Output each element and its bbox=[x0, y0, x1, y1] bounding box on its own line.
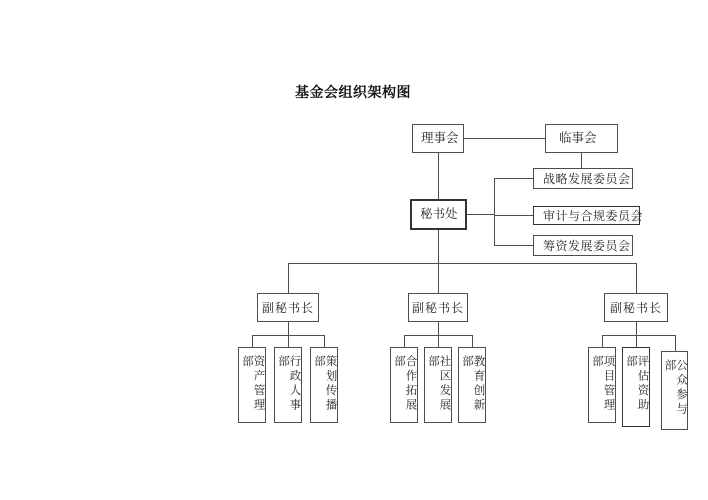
connector-secretariat-spine bbox=[467, 214, 494, 215]
connector-secretariat-down bbox=[438, 230, 439, 263]
node-committee-strategy: 战略发展委员会 bbox=[533, 168, 633, 189]
dept-label: 教育创新部 bbox=[461, 355, 485, 413]
connector-group3-rail bbox=[602, 335, 675, 336]
dept-label: 项目管理部 bbox=[591, 355, 615, 413]
node-dept-planning-communication bbox=[310, 347, 338, 423]
connector-committee-spine bbox=[494, 178, 495, 246]
node-deputy-secretary-2: 副秘书长 bbox=[408, 293, 468, 322]
connector-stub-committee-3 bbox=[494, 245, 533, 246]
node-dept-evaluation-grants bbox=[622, 347, 650, 427]
node-dept-asset-management bbox=[238, 347, 266, 423]
connector-group2-stub-3 bbox=[472, 335, 473, 347]
connector-group2-rail bbox=[404, 335, 472, 336]
connector-board-supervisory bbox=[464, 138, 545, 139]
connector-drop-deputy-1 bbox=[288, 263, 289, 293]
connector-group1-stub-3 bbox=[324, 335, 325, 347]
connector-stub-committee-2 bbox=[494, 215, 533, 216]
dept-label: 行政人事部 bbox=[277, 355, 301, 413]
node-committee-fundraising: 筹资发展委员会 bbox=[533, 235, 633, 256]
connector-group1-rail bbox=[252, 335, 324, 336]
dept-label: 社区发展部 bbox=[427, 355, 451, 413]
node-dept-education-innovation bbox=[458, 347, 486, 423]
connector-group2-stub-1 bbox=[404, 335, 405, 347]
dept-label: 资产管理部 bbox=[241, 355, 265, 413]
node-deputy-secretary-1: 副秘书长 bbox=[257, 293, 319, 322]
dept-label: 策划传播部 bbox=[313, 355, 337, 413]
dept-label: 评估资助部 bbox=[625, 355, 649, 413]
chart-title: 基金会组织架构图 bbox=[295, 84, 411, 100]
node-committee-audit-compliance: 审计与合规委员会 bbox=[533, 206, 640, 225]
dept-label: 公众参与部 bbox=[663, 359, 687, 417]
connector-group1-stub-1 bbox=[252, 335, 253, 347]
node-dept-project-management bbox=[588, 347, 616, 423]
connector-group3-stub-3 bbox=[675, 335, 676, 351]
node-deputy-secretary-3: 副秘书长 bbox=[604, 293, 668, 322]
node-supervisory-board: 临事会 bbox=[545, 124, 618, 153]
connector-group3-stub-1 bbox=[602, 335, 603, 347]
connector-stub-committee-1 bbox=[494, 178, 533, 179]
node-dept-community-development bbox=[424, 347, 452, 423]
node-dept-admin-hr bbox=[274, 347, 302, 423]
dept-label: 合作拓展部 bbox=[393, 355, 417, 413]
connector-board-secretariat bbox=[438, 153, 439, 199]
connector-supervisory-committee bbox=[581, 153, 582, 168]
node-secretariat: 秘书处 bbox=[410, 199, 467, 230]
connector-drop-deputy-3 bbox=[636, 263, 637, 293]
node-dept-public-participation bbox=[661, 351, 688, 430]
connector-drop-deputy-2 bbox=[438, 263, 439, 293]
connector-deputies-rail bbox=[288, 263, 636, 264]
node-dept-cooperation-expansion bbox=[390, 347, 418, 423]
node-board: 理事会 bbox=[412, 124, 464, 153]
